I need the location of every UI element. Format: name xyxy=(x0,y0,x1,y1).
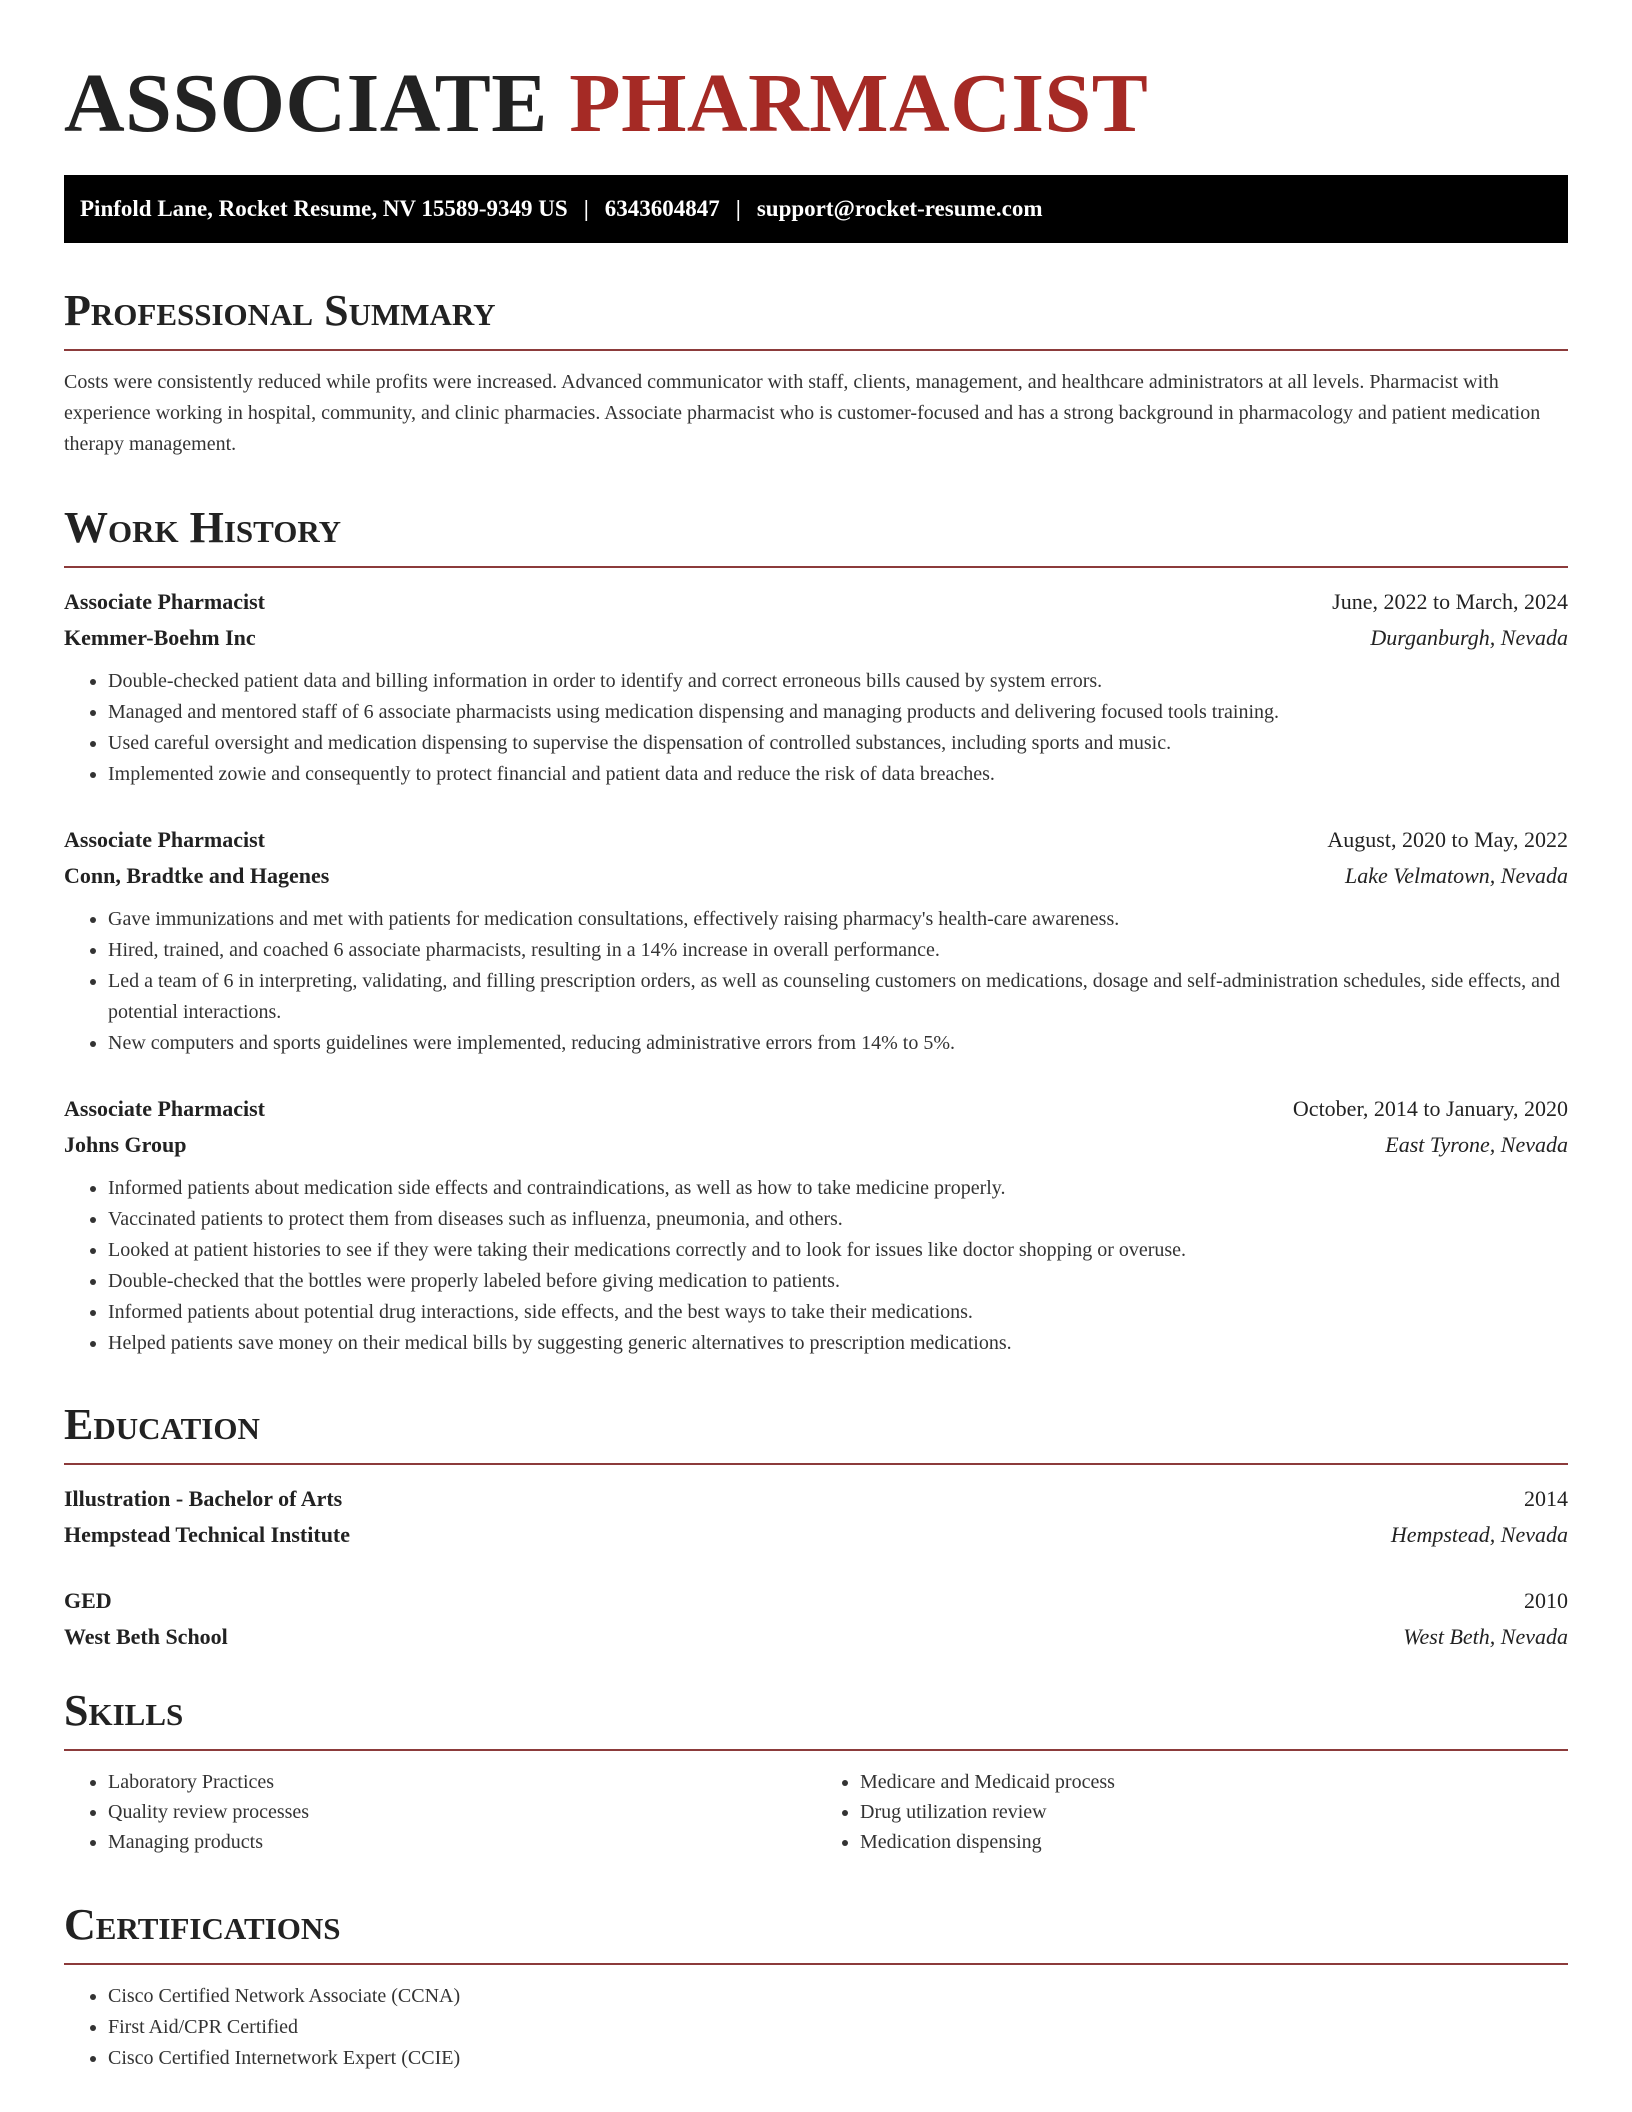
contact-separator: | xyxy=(583,196,589,221)
list-item: • Double-checked patient data and billing information in order to identify and correct erroneous bills caused by system errors. xyxy=(108,666,1568,697)
certification-item: • Cisco Certified Internetwork Expert (CCIE) xyxy=(108,2043,1568,2074)
section-divider xyxy=(64,566,1568,568)
education-location: West Beth, Nevada xyxy=(1403,1624,1568,1649)
job-company-row xyxy=(64,858,1568,894)
list-item: • Hired, trained, and coached 6 associate pharmacists, resulting in a 14% increase in overall performance. xyxy=(108,935,1568,966)
job-location: East Tyrone, Nevada xyxy=(1385,1132,1568,1157)
list-item: • Helped patients save money on their medical bills by suggesting generic alternatives to prescription medications. xyxy=(108,1328,1568,1359)
education-entry xyxy=(64,1481,1568,1553)
section-divider xyxy=(64,1463,1568,1465)
job-location: Durganburgh, Nevada xyxy=(1370,625,1568,650)
certification-item: • First Aid/CPR Certified xyxy=(108,2012,1568,2043)
job-company: Conn, Bradtke and Hagenes xyxy=(64,863,330,888)
skills-column-left xyxy=(64,1767,816,1857)
certification-item: • Cisco Certified Network Associate (CCNA) xyxy=(108,1981,1568,2012)
education-degree-row xyxy=(64,1583,1568,1619)
list-item: • Informed patients about potential drug interactions, side effects, and the best ways to take their medications. xyxy=(108,1297,1568,1328)
section-divider xyxy=(64,1963,1568,1965)
skills-grid xyxy=(64,1767,1568,1857)
work-history-list xyxy=(64,584,1568,1359)
education-school-row xyxy=(64,1517,1568,1553)
education-location: Hempstead, Nevada xyxy=(1390,1522,1568,1547)
contact-separator: | xyxy=(735,196,741,221)
list-item: • Looked at patient histories to see if they were taking their medications correctly and to look for issues like doctor shopping or overuse. xyxy=(108,1235,1568,1266)
education-year: 2014 xyxy=(1524,1486,1568,1511)
list-item: • Informed patients about medication side effects and contraindications, as well as how to take medicine properly. xyxy=(108,1173,1568,1204)
education-school-row xyxy=(64,1619,1568,1655)
skill-item: • Laboratory Practices xyxy=(108,1767,816,1797)
summary-text: Costs were consistently reduced while profits were increased. Advanced communicator with staff, clients, management, and healthcare administrators at all levels. Pharmacist with experience working in hospital, community, and clinic pharmacies. Associate pharmacist who is customer-focused and has a strong background in pharmacology and patient medication therapy management. xyxy=(64,371,1541,455)
job-location: Lake Velmatown, Nevada xyxy=(1344,863,1568,888)
section-heading-skills: Skills xyxy=(64,1686,184,1735)
resume-title xyxy=(64,55,1568,153)
education-degree: GED xyxy=(64,1588,112,1613)
job-entry xyxy=(64,1091,1568,1359)
job-company-row xyxy=(64,1127,1568,1163)
skill-item: • Managing products xyxy=(108,1827,816,1857)
skills-column-right xyxy=(816,1767,1568,1857)
job-dates: August, 2020 to May, 2022 xyxy=(1327,827,1568,852)
section-heading-certifications: Certifications xyxy=(64,1900,341,1949)
skill-item: • Medicare and Medicaid process xyxy=(860,1767,1568,1797)
skill-item: • Quality review processes xyxy=(108,1797,816,1827)
education-year: 2010 xyxy=(1524,1588,1568,1613)
education-degree: Illustration - Bachelor of Arts xyxy=(64,1486,343,1511)
list-item: • Used careful oversight and medication dispensing to supervise the dispensation of controlled substances, including sports and music. xyxy=(108,728,1568,759)
list-item: • Vaccinated patients to protect them from diseases such as influenza, pneumonia, and others. xyxy=(108,1204,1568,1235)
job-header-row xyxy=(64,584,1568,620)
section-heading-education: Education xyxy=(64,1400,260,1449)
job-bullets xyxy=(64,666,1568,790)
job-company: Kemmer-Boehm Inc xyxy=(64,625,256,650)
contact-email[interactable]: support@rocket-resume.com xyxy=(756,196,1043,221)
skill-item: • Drug utilization review xyxy=(860,1797,1568,1827)
education-entry xyxy=(64,1583,1568,1655)
job-bullets xyxy=(64,1173,1568,1359)
section-divider xyxy=(64,1749,1568,1751)
contact-phone: 6343604847 xyxy=(604,196,720,221)
job-header-row xyxy=(64,822,1568,858)
skill-item: • Medication dispensing xyxy=(860,1827,1568,1857)
list-item: • New computers and sports guidelines were implemented, reducing administrative errors from 14% to 5%. xyxy=(108,1028,1568,1059)
job-entry xyxy=(64,584,1568,790)
list-item: • Gave immunizations and met with patients for medication consultations, effectively raising pharmacy's health-care awareness. xyxy=(108,904,1568,935)
list-item: • Double-checked that the bottles were properly labeled before giving medication to patients. xyxy=(108,1266,1568,1297)
section-heading-work: Work History xyxy=(64,503,342,552)
section-divider xyxy=(64,349,1568,351)
job-company-row xyxy=(64,620,1568,656)
education-school: West Beth School xyxy=(64,1624,228,1649)
certifications-list xyxy=(64,1981,1568,2074)
education-degree-row xyxy=(64,1481,1568,1517)
education-school: Hempstead Technical Institute xyxy=(64,1522,351,1547)
job-title: Associate Pharmacist xyxy=(64,827,266,852)
job-title: Associate Pharmacist xyxy=(64,589,266,614)
list-item: • Led a team of 6 in interpreting, validating, and filling prescription orders, as well as counseling customers on medications, dosage and self-administration schedules, side effects, and potential interactions. xyxy=(108,966,1568,1028)
title-part-2: PHARMACIST xyxy=(569,57,1149,150)
contact-address: Pinfold Lane, Rocket Resume, NV 15589-9349 US xyxy=(80,196,568,221)
job-dates: October, 2014 to January, 2020 xyxy=(1292,1096,1568,1121)
list-item: • Managed and mentored staff of 6 associate pharmacists using medication dispensing and managing products and delivering focused tools training. xyxy=(108,697,1568,728)
job-entry xyxy=(64,822,1568,1059)
job-dates: June, 2022 to March, 2024 xyxy=(1332,589,1568,614)
education-list xyxy=(64,1481,1568,1655)
contact-bar xyxy=(64,175,1568,243)
title-part-1: ASSOCIATE xyxy=(64,57,548,150)
list-item: • Implemented zowie and consequently to protect financial and patient data and reduce the risk of data breaches. xyxy=(108,759,1568,790)
job-company: Johns Group xyxy=(64,1132,187,1157)
job-bullets xyxy=(64,904,1568,1059)
section-heading-summary: Professional Summary xyxy=(64,286,496,335)
job-title: Associate Pharmacist xyxy=(64,1096,266,1121)
job-header-row xyxy=(64,1091,1568,1127)
